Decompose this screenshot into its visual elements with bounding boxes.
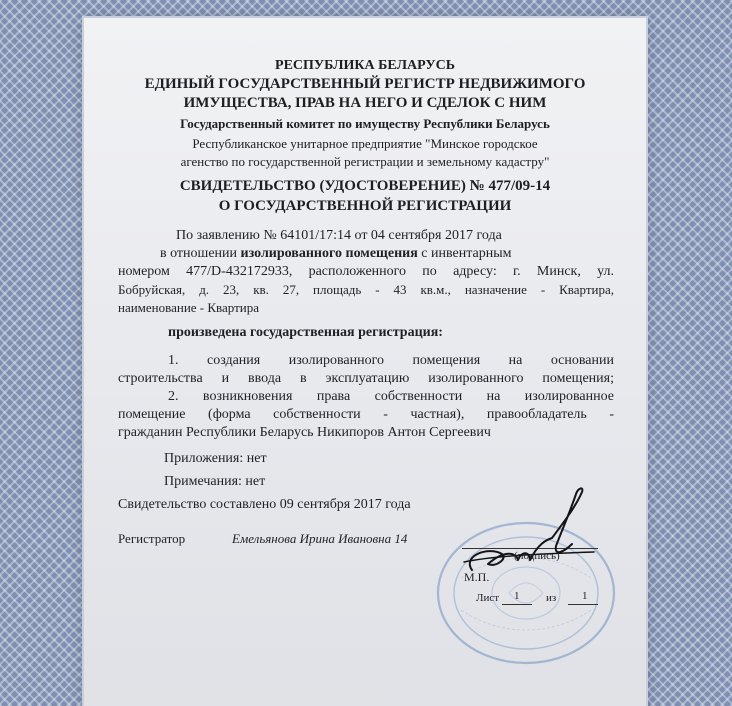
certificate-title-line2: О ГОСУДАРСТВЕННОЙ РЕГИСТРАЦИИ <box>218 198 512 214</box>
attachments: Приложения: нет <box>164 451 267 466</box>
application-line3: номером 477/D-432172933, расположенного по адресу: г. Минск, ул. <box>118 264 614 279</box>
application-line2 <box>160 246 512 262</box>
application-line4: Бобруйская, д. 23, кв. 27, площадь - 43 кв.м., назначение - Квартира, <box>118 282 614 297</box>
registration-item2-line3: гражданин Республики Беларусь Никипоров Антон Сергеевич <box>118 425 491 440</box>
seal-caption: М.П. <box>464 570 490 584</box>
sheet-number: 1 <box>514 590 520 602</box>
sheet-total: 1 <box>582 590 588 602</box>
registration-item2-line2: помещение (форма собственности - частная), правообладатель - <box>118 407 614 422</box>
signature-caption: (подпись) <box>514 550 560 562</box>
sheet-total-line <box>568 604 598 605</box>
registrar-label: Регистратор <box>118 531 186 546</box>
sheet-label: Лист <box>476 592 500 604</box>
register-title-line2: ИМУЩЕСТВА, ПРАВ НА НЕГО И СДЕЛОК С НИМ <box>183 95 547 111</box>
notes: Примечания: нет <box>164 474 266 489</box>
country-title: РЕСПУБЛИКА БЕЛАРУСЬ <box>275 58 455 73</box>
issued-date: Свидетельство составлено 09 сентября 2017 года <box>118 497 411 512</box>
sheet-of: из <box>546 592 557 604</box>
registration-item1-line1: 1. создания изолированного помещения на основании <box>168 353 614 368</box>
sheet-number-line <box>502 604 532 605</box>
application-line5: наименование - Квартира <box>118 300 260 315</box>
register-title-line1: ЕДИНЫЙ ГОСУДАРСТВЕННЫЙ РЕГИСТР НЕДВИЖИМОГО <box>144 76 586 92</box>
application-line1: По заявлению № 64101/17:14 от 04 сентября 2017 года <box>176 228 502 243</box>
registration-heading: произведена государственная регистрация: <box>168 325 443 340</box>
application-line2-prefix: в отношении <box>160 246 238 261</box>
application-line2-suffix: с инвентарным <box>421 246 512 261</box>
agency-line1: Республиканское унитарное предприятие "Минское городское <box>192 136 538 151</box>
registration-item1-line2: строительства и ввода в эксплуатацию изолированного помещения; <box>118 371 614 386</box>
committee-name: Государственный комитет по имуществу Республики Беларусь <box>180 116 550 131</box>
registration-item2-line1: 2. возникновения права собственности на изолированное <box>168 389 614 404</box>
registrar-name: Емельянова Ирина Ивановна 14 <box>232 531 408 546</box>
certificate-title-line1: СВИДЕТЕЛЬСТВО (УДОСТОВЕРЕНИЕ) № 477/09-14 <box>179 178 551 194</box>
certificate-sheet <box>84 18 646 706</box>
application-object: изолированного помещения <box>240 246 418 261</box>
agency-line2: агенство по государственной регистрации и земельному кадастру" <box>180 154 550 169</box>
